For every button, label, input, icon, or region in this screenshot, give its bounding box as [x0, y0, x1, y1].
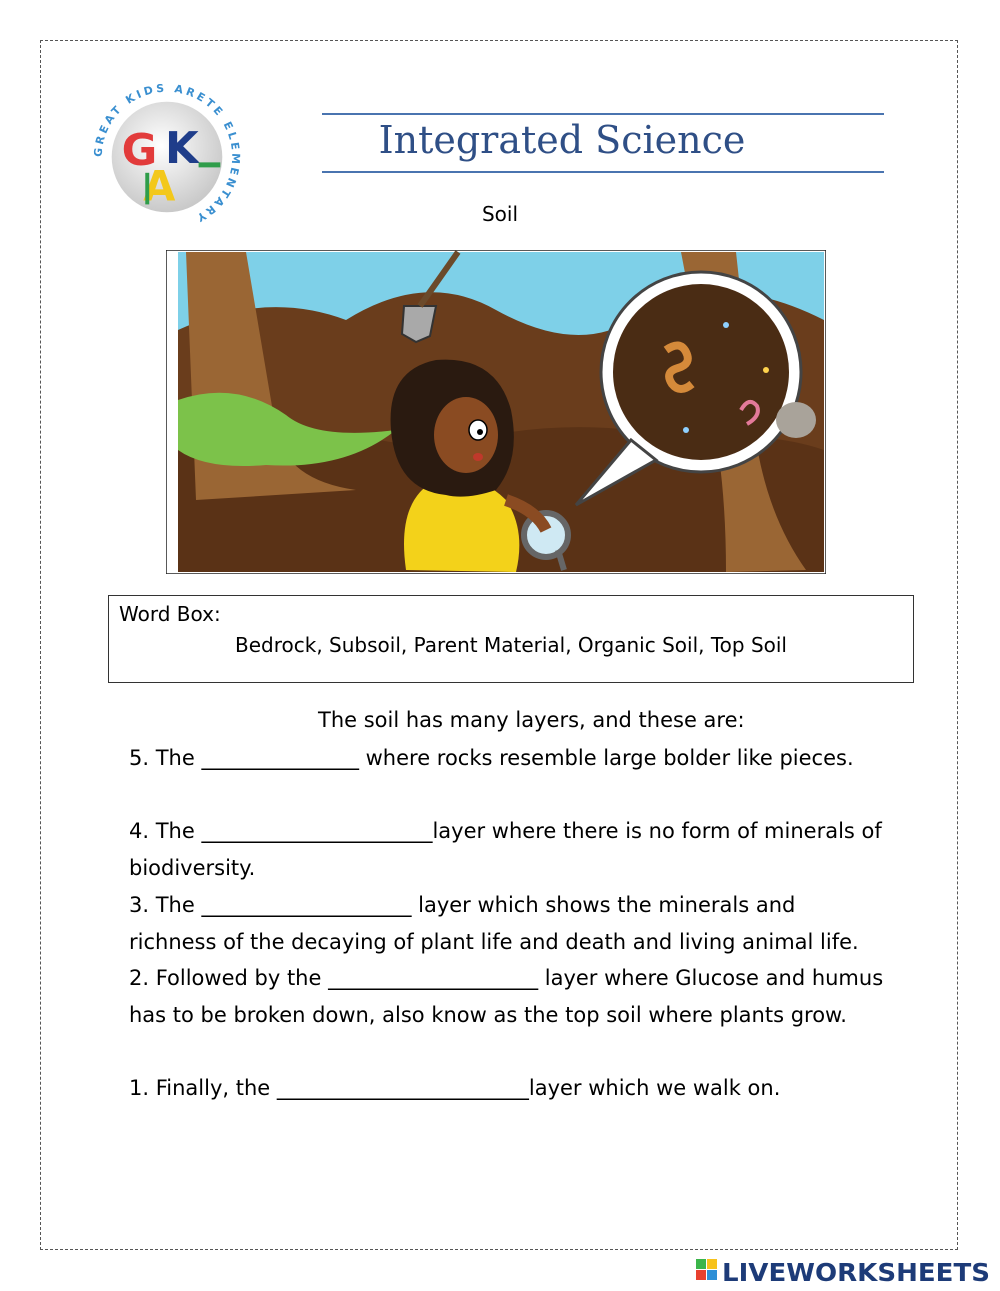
liveworksheets-brand-text: LIVEWORKSHEETS — [722, 1258, 990, 1285]
svg-text:A: A — [143, 162, 176, 211]
question-item: 2. Followed by the ____________________ layer where Glucose and humus has to be broken down, also know as the top soil where plants grow. — [129, 966, 884, 1027]
word-box-words: Bedrock, Subsoil, Parent Material, Organic Soil, Top Soil — [235, 633, 787, 657]
word-box — [108, 595, 914, 683]
svg-text:G: G — [121, 125, 158, 176]
title-rule-top — [322, 113, 884, 115]
questions-intro: The soil has many layers, and these are: — [318, 708, 745, 732]
question-item: 4. The ______________________layer where there is no form of minerals of biodiversity. — [129, 819, 882, 880]
title-rule-bottom — [322, 171, 884, 173]
soil-illustration — [166, 250, 826, 574]
question-item: 1. Finally, the ________________________layer which we walk on. — [129, 1076, 781, 1100]
page-title: Integrated Science — [378, 118, 746, 162]
logo-ring-text: GREAT KIDS ARETE ELEMENTARY — [91, 81, 243, 226]
question-item: 5. The _______________ where rocks resemble large bolder like pieces. — [129, 746, 854, 770]
question-item: 3. The ____________________ layer which shows the minerals and richness of the decaying of plant life and death and living animal life. — [129, 893, 859, 954]
word-box-label: Word Box: — [119, 602, 221, 626]
svg-text:K: K — [165, 123, 199, 174]
page-subtitle: Soil — [481, 202, 519, 226]
liveworksheets-logo — [696, 1257, 992, 1285]
school-logo — [88, 78, 246, 236]
